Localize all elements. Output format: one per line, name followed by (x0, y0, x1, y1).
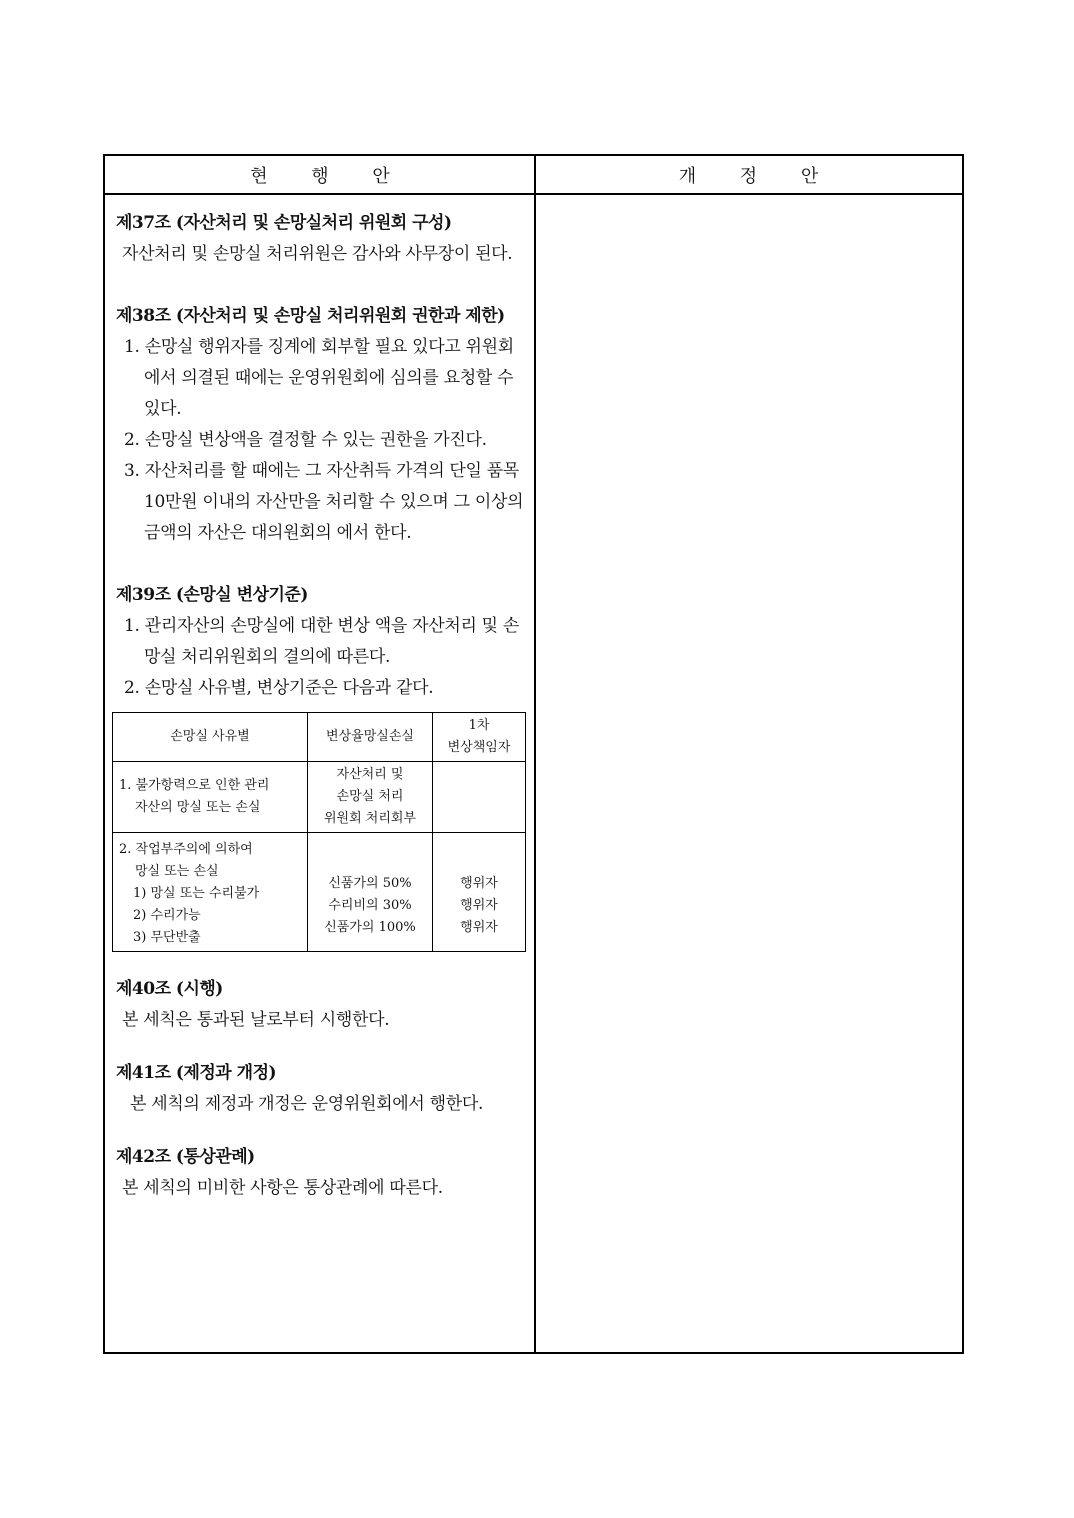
article-41-title: 제41조 (제정과 개정) (116, 1063, 277, 1083)
spacer (116, 1120, 526, 1142)
article-40-body: 본 세칙은 통과된 날로부터 시행한다. (122, 1010, 390, 1030)
column-divider (534, 156, 536, 1352)
cell-line: 행위자 (460, 876, 498, 891)
article-41-body: 본 세칙의 제정과 개정은 운영위원회에서 행한다. (130, 1094, 484, 1114)
table-row (113, 833, 526, 952)
article-38-item-3: 3. 자산처리를 할 때에는 그 자산취득 가격의 단일 품목 10만원 이내의 자산만을 처리할 수 있으며 그 이상의 금액의 자산은 대의원회의 에서 한다. (124, 461, 524, 543)
cell-line: 위원회 처리회부 (323, 811, 417, 826)
table-row (113, 762, 526, 833)
spacer (116, 549, 526, 580)
table-header-row (113, 713, 526, 762)
row-2-responsible (433, 833, 526, 952)
cell-line: 자산처리 및 (336, 767, 404, 782)
row-1-rate (308, 762, 433, 833)
article-42-title: 제42조 (통상관례) (116, 1147, 255, 1167)
article-42-body: 본 세칙의 미비한 사항은 통상관례에 따른다. (122, 1178, 443, 1198)
article-38-item-2: 2. 손망실 변상액을 결정할 수 있는 권한을 가진다. (124, 430, 487, 450)
header-cell-responsible-line-2: 변상책임자 (447, 740, 511, 755)
cell-line: 자산의 망실 또는 손실 (135, 800, 261, 815)
row-1-reason (113, 762, 308, 833)
cell-line: 행위자 (460, 898, 498, 913)
row-1-responsible (433, 762, 526, 833)
cell-line: 망실 또는 손실 (135, 864, 219, 879)
cell-line: 손망실 처리 (336, 789, 404, 804)
header-cell-reason: 손망실 사유별 (113, 713, 308, 762)
article-39-title: 제39조 (손망실 변상기준) (116, 585, 308, 605)
article-39-item-2: 2. 손망실 사유별, 변상기준은 다음과 같다. (124, 678, 434, 698)
spacer (116, 1036, 526, 1058)
comparison-table (103, 154, 964, 1354)
article-37-body: 자산처리 및 손망실 처리위원은 감사와 사무장이 된다. (122, 244, 513, 264)
header-cell-rate: 변상율망실손실 (308, 713, 433, 762)
cell-line: 1) 망실 또는 수리불가 (133, 886, 260, 901)
article-38-title: 제38조 (자산처리 및 손망실 처리위원회 권한과 제한) (116, 306, 505, 326)
cell-line: 1. 불가항력으로 인한 관리 (119, 778, 270, 793)
cell-line: 수리비의 30% (328, 898, 412, 913)
cell-line: 3) 무단반출 (133, 930, 201, 945)
cell-line: 신품가의 50% (328, 876, 412, 891)
article-37-title: 제37조 (자산처리 및 손망실처리 위원회 구성) (116, 213, 452, 233)
header-current: 현 행 안 (105, 156, 535, 195)
cell-line: 신품가의 100% (324, 920, 416, 935)
loss-compensation-table (112, 712, 526, 952)
article-40-title: 제40조 (시행) (116, 979, 223, 999)
cell-line: 행위자 (460, 920, 498, 935)
cell-line: 2. 작업부주의에 의하여 (119, 842, 253, 857)
header-revised: 개 정 안 (535, 156, 962, 195)
cell-line: 2) 수리가능 (133, 908, 201, 923)
header-cell-responsible (433, 713, 526, 762)
spacer (116, 270, 526, 301)
spacer (116, 952, 526, 974)
row-2-reason (113, 833, 308, 952)
article-39-item-1: 1. 관리자산의 손망실에 대한 변상 액을 자산처리 및 손망실 처리위원회의 결의에 따른다. (124, 616, 520, 667)
current-column (116, 208, 526, 1204)
header-cell-responsible-line-1: 1차 (468, 718, 490, 733)
article-38-item-1: 1. 손망실 행위자를 징계에 회부할 필요 있다고 위원회에서 의결된 때에는 운영위원회에 심의를 요청할 수 있다. (124, 337, 514, 419)
row-2-rate (308, 833, 433, 952)
